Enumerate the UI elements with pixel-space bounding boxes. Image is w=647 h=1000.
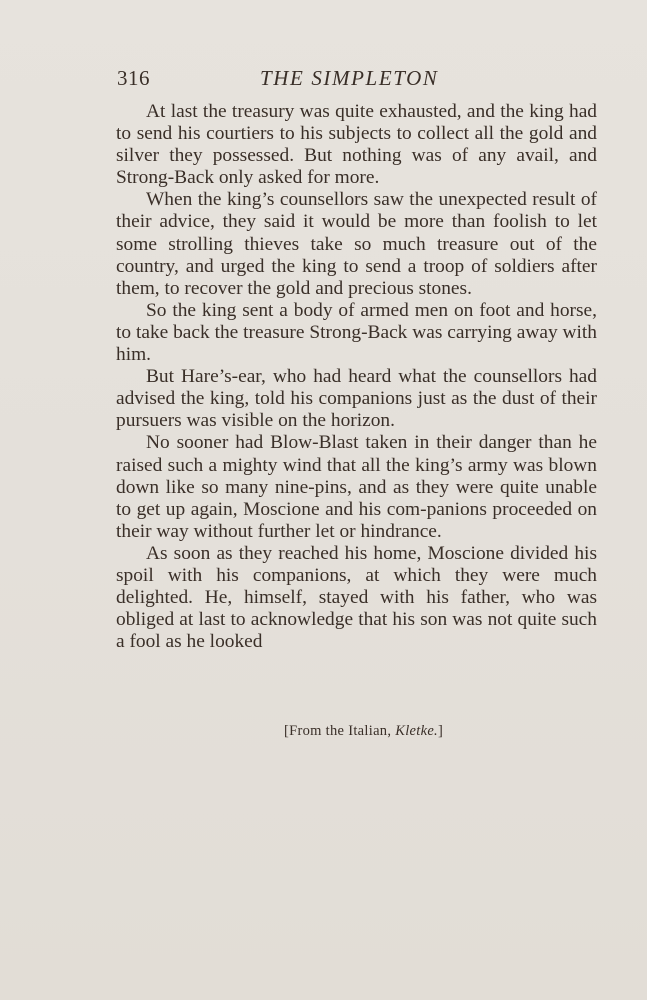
paragraph: When the king’s counsellors saw the unexpected result of their advice, they said it would be more than foolish to let some strolling thieves take so much treasure out of the country, and urged the king to send a troop of soldiers after them, to recover the gold and precious stones. bbox=[116, 189, 597, 299]
paragraph: As soon as they reached his home, Moscione divided his spoil with his companions, at which they were much delighted. He, himself, stayed with his father, who was obliged at last to acknowledge that his son was not quite such a fool as he looked bbox=[116, 542, 597, 653]
source-suffix: ] bbox=[437, 723, 444, 739]
page-header bbox=[117, 66, 597, 94]
running-title: THE SIMPLETON bbox=[260, 66, 439, 90]
page-number: 316 bbox=[117, 66, 150, 90]
paragraph: At last the treasury was quite exhausted, and the king had to send his courtiers to his subjects to collect all the gold and silver they possessed. But nothing was of any avail, and Strong-Back only asked for more. bbox=[116, 101, 597, 189]
paragraph: But Hare’s-ear, who had heard what the counsellors had advised the king, told his companions just as the dust of their pursuers was visible on the horizon. bbox=[116, 366, 597, 432]
paragraph: So the king sent a body of armed men on foot and horse, to take back the treasure Strong-Back was carrying away with him. bbox=[116, 299, 597, 366]
paragraph: No sooner had Blow-Blast taken in their danger than he raised such a mighty wind that all the king’s army was blown down like so many nine-pins, and as they were quite unable to get up again, Moscione and his com-panions proceeded on their way without further let or hindrance. bbox=[116, 432, 597, 542]
source-prefix: [From the Italian, bbox=[284, 723, 392, 739]
source-attribution bbox=[284, 723, 443, 740]
source-name: Kletke. bbox=[395, 723, 438, 739]
body-text bbox=[116, 101, 597, 653]
